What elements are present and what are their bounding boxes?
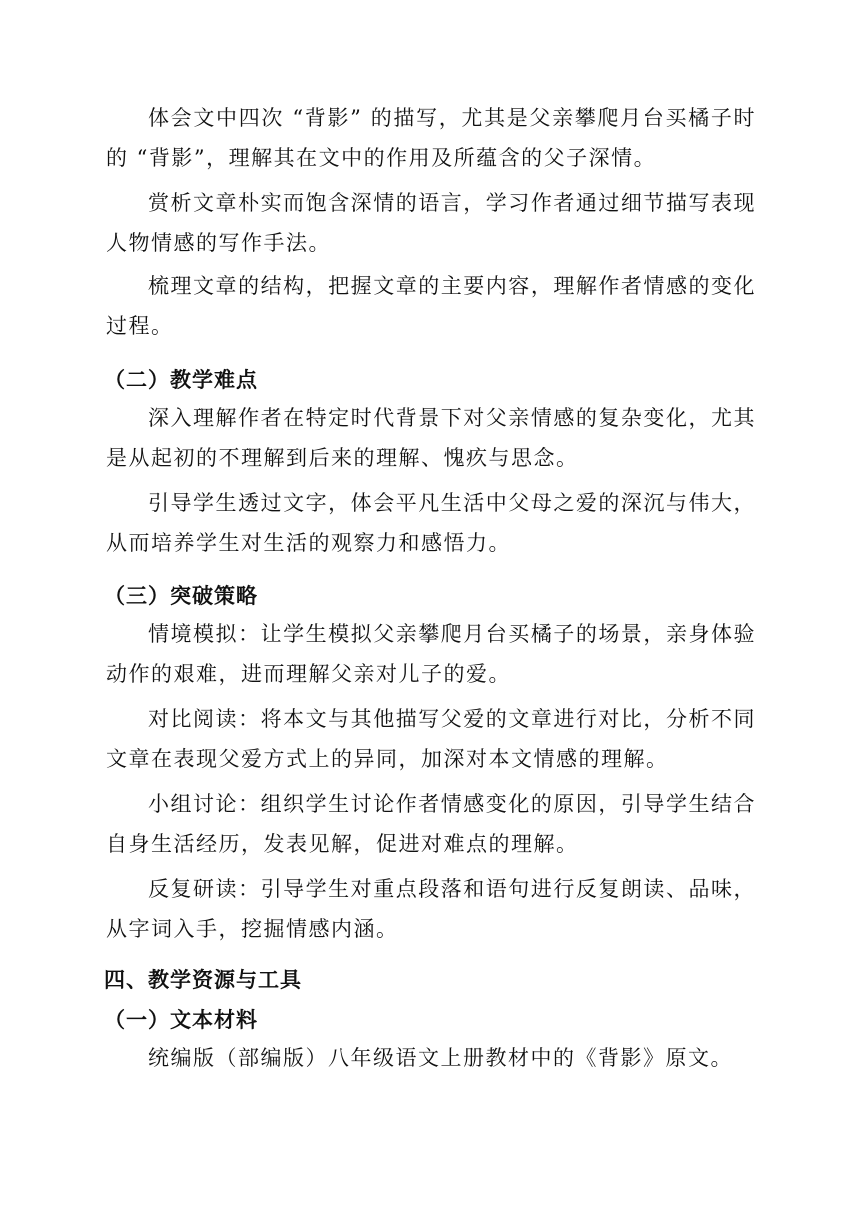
section-heading-difficulty: （二）教学难点 bbox=[104, 368, 258, 392]
strategy-paragraph-3: 小组讨论：组织学生讨论作者情感变化的原因，引导学生结合自身生活经历，发表见解，促进对难点的理解。 bbox=[106, 792, 756, 856]
strategy-paragraph-1: 情境模拟：让学生模拟父亲攀爬月台买橘子的场景，亲身体验动作的艰难，进而理解父亲对儿子的爱。 bbox=[106, 622, 756, 686]
section-subheading-text-materials: （一）文本材料 bbox=[104, 1008, 258, 1032]
strategy-paragraph-4: 反复研读：引导学生对重点段落和语句进行反复朗读、品味，从字词入手，挖掘情感内涵。 bbox=[106, 877, 756, 941]
difficulty-paragraph-2: 引导学生透过文字，体会平凡生活中父母之爱的深沉与伟大，从而培养学生对生活的观察力和感悟力。 bbox=[106, 491, 756, 555]
strategy-paragraph-2: 对比阅读：将本文与其他描写父爱的文章进行对比，分析不同文章在表现父爱方式上的异同，加深对本文情感的理解。 bbox=[106, 707, 756, 771]
section-heading-resources: 四、教学资源与工具 bbox=[104, 968, 302, 992]
difficulty-paragraph-1: 深入理解作者在特定时代背景下对父亲情感的复杂变化，尤其是从起初的不理解到后来的理解、愧疚与思念。 bbox=[106, 406, 756, 470]
resources-paragraph-1: 统编版（部编版）八年级语文上册教材中的《背影》原文。 bbox=[148, 1046, 733, 1070]
section-heading-strategy: （三）突破策略 bbox=[104, 584, 258, 608]
goal-paragraph-2: 赏析文章朴实而饱含深情的语言，学习作者通过细节描写表现人物情感的写作手法。 bbox=[106, 191, 756, 255]
goal-paragraph-1: 体会文中四次 “背影” 的描写，尤其是父亲攀爬月台买橘子时的 “背影”，理解其在文中的作用及所蕴含的父子深情。 bbox=[106, 106, 756, 170]
goal-paragraph-3: 梳理文章的结构，把握文章的主要内容，理解作者情感的变化过程。 bbox=[106, 274, 756, 338]
